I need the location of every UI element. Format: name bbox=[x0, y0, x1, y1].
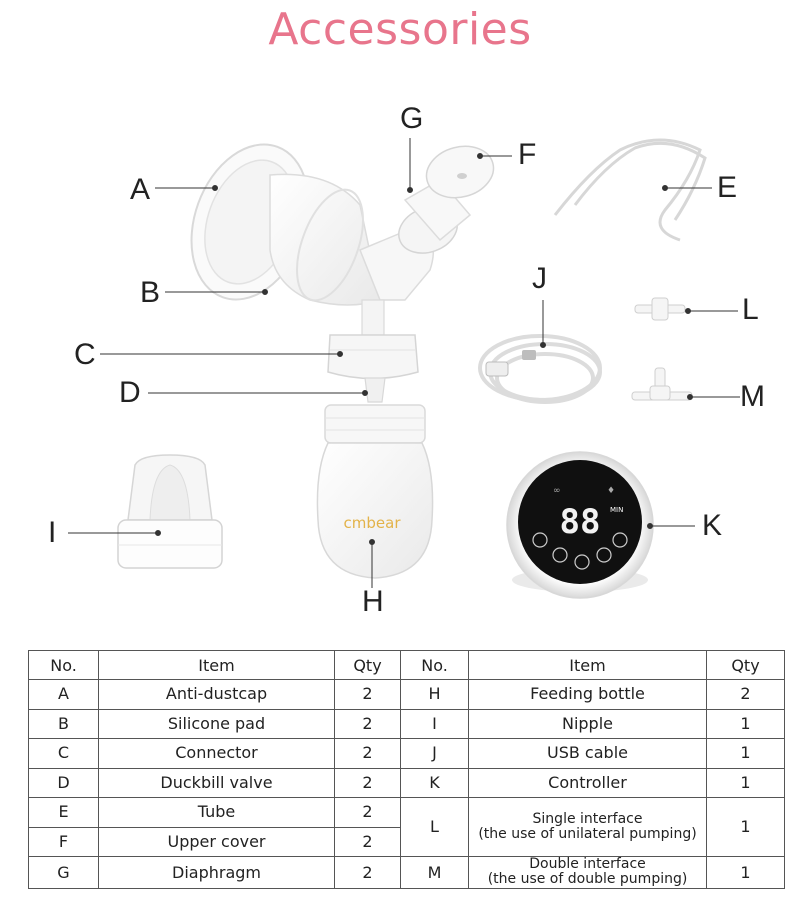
cell-item: Connector bbox=[99, 739, 335, 769]
controller bbox=[507, 452, 653, 598]
cell-no: M bbox=[401, 857, 469, 889]
cell-no: B bbox=[29, 709, 99, 739]
cell-item-line1: Double interface bbox=[529, 856, 646, 872]
cell-item: Anti-dustcap bbox=[99, 680, 335, 710]
cell-item: Diaphragm bbox=[99, 857, 335, 889]
cell-no: K bbox=[401, 768, 469, 798]
cell-no: C bbox=[29, 739, 99, 769]
accessories-table bbox=[28, 650, 785, 889]
header-item: Item bbox=[469, 651, 707, 680]
label-a: A bbox=[130, 173, 151, 206]
cell-item-line1: Single interface bbox=[532, 810, 643, 827]
label-e: E bbox=[717, 171, 738, 204]
cell-qty: 2 bbox=[335, 680, 401, 710]
cell-no: E bbox=[29, 798, 99, 828]
cell-no: F bbox=[29, 827, 99, 857]
cell-qty: 2 bbox=[335, 739, 401, 769]
header-qty: Qty bbox=[335, 651, 401, 680]
tubes bbox=[555, 140, 705, 240]
cell-no: A bbox=[29, 680, 99, 710]
svg-text:♦: ♦ bbox=[607, 486, 616, 496]
table-row bbox=[29, 739, 785, 769]
label-k: K bbox=[702, 509, 723, 542]
cell-item: Controller bbox=[469, 768, 707, 798]
table-row bbox=[29, 798, 785, 828]
svg-text:∞: ∞ bbox=[553, 486, 561, 496]
cell-no: J bbox=[401, 739, 469, 769]
cell-item: Tube bbox=[99, 798, 335, 828]
usb-plug bbox=[486, 362, 508, 376]
pump-assembly bbox=[171, 128, 499, 578]
cell-qty: 2 bbox=[335, 768, 401, 798]
table-row bbox=[29, 857, 785, 889]
label-d: D bbox=[119, 376, 141, 409]
controller-min: MIN bbox=[610, 506, 624, 514]
cell-no: H bbox=[401, 680, 469, 710]
cell-no: I bbox=[401, 709, 469, 739]
header-no: No. bbox=[29, 651, 99, 680]
cell-qty: 2 bbox=[707, 680, 785, 710]
double-interface bbox=[632, 368, 692, 400]
cell-item-line2: (the use of double pumping) bbox=[487, 871, 688, 888]
feeding-bottle-shape bbox=[317, 443, 432, 578]
cell-item bbox=[469, 857, 707, 889]
table-row bbox=[29, 768, 785, 798]
page-title: Accessories bbox=[268, 4, 532, 55]
cell-qty: 1 bbox=[707, 798, 785, 857]
label-f: F bbox=[518, 138, 537, 171]
header-no: No. bbox=[401, 651, 469, 680]
cell-no: L bbox=[401, 798, 469, 857]
cell-item: Duckbill valve bbox=[99, 768, 335, 798]
label-l: L bbox=[742, 293, 759, 326]
table-row bbox=[29, 680, 785, 710]
controller-display: 88 bbox=[559, 502, 601, 542]
cell-qty: 2 bbox=[335, 827, 401, 857]
cell-item: Feeding bottle bbox=[469, 680, 707, 710]
cell-item: Nipple bbox=[469, 709, 707, 739]
connector-shape bbox=[328, 335, 418, 379]
usb-micro-plug bbox=[522, 350, 536, 360]
cell-qty: 2 bbox=[335, 857, 401, 889]
duckbill-shape bbox=[365, 378, 385, 402]
cell-item: Silicone pad bbox=[99, 709, 335, 739]
cell-qty: 1 bbox=[707, 857, 785, 889]
header-item: Item bbox=[99, 651, 335, 680]
table-header-row bbox=[29, 651, 785, 680]
cell-qty: 1 bbox=[707, 739, 785, 769]
cell-item bbox=[469, 798, 707, 857]
label-b: B bbox=[140, 276, 161, 309]
label-i: I bbox=[48, 516, 57, 549]
label-j: J bbox=[532, 262, 547, 295]
bottle-brand: cmbear bbox=[343, 514, 401, 532]
funnel-shape bbox=[270, 174, 380, 305]
single-interface bbox=[635, 298, 685, 320]
cell-qty: 1 bbox=[707, 768, 785, 798]
table-row bbox=[29, 709, 785, 739]
cell-qty: 2 bbox=[335, 709, 401, 739]
cell-item: Upper cover bbox=[99, 827, 335, 857]
cell-no: D bbox=[29, 768, 99, 798]
cell-qty: 2 bbox=[335, 798, 401, 828]
header-qty: Qty bbox=[707, 651, 785, 680]
label-m: M bbox=[740, 380, 765, 413]
cell-item: USB cable bbox=[469, 739, 707, 769]
label-h: H bbox=[362, 585, 384, 618]
cell-item-line2: (the use of unilateral pumping) bbox=[478, 826, 697, 842]
label-c: C bbox=[74, 338, 96, 371]
label-g: G bbox=[400, 102, 424, 135]
nipple-cap bbox=[118, 455, 222, 568]
cell-no: G bbox=[29, 857, 99, 889]
cell-qty: 1 bbox=[707, 709, 785, 739]
